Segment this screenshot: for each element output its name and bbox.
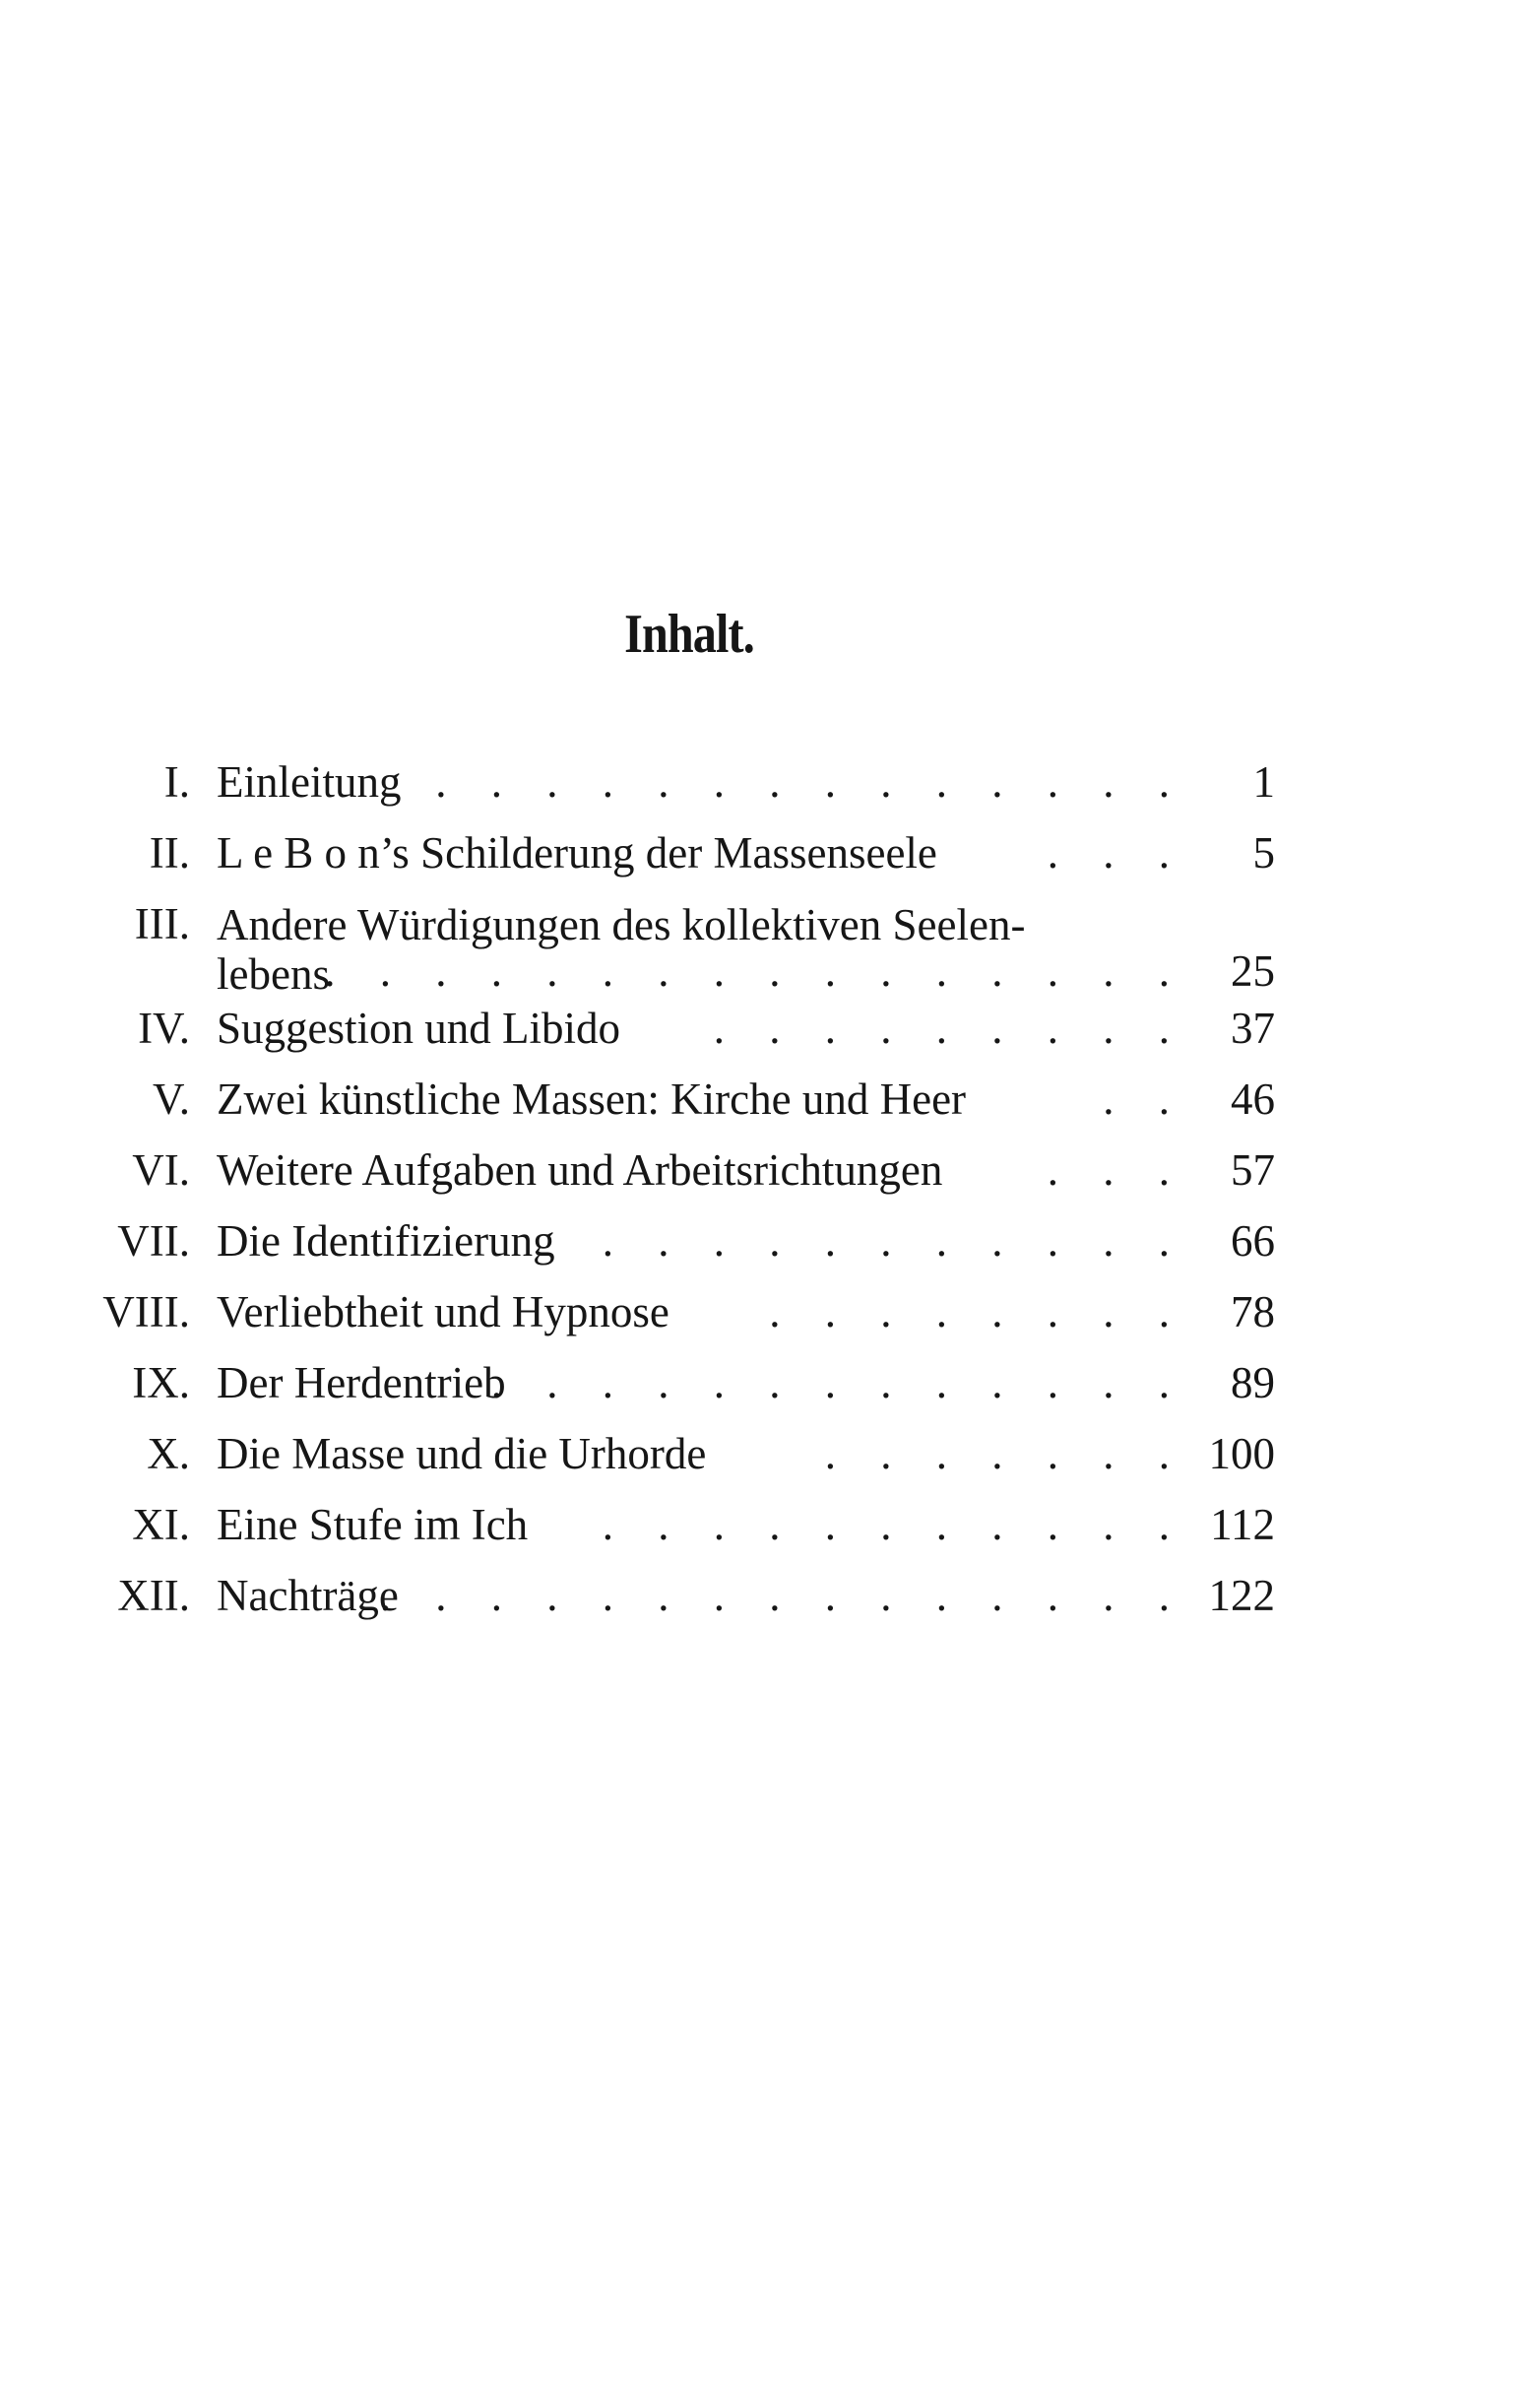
toc-entry-9	[94, 1347, 1275, 1418]
dot-leader: . . . . . . . . .	[713, 1004, 1186, 1053]
toc-entry-12	[94, 1560, 1275, 1631]
chapter-number: IV.	[138, 1004, 190, 1053]
dot-leader: . .	[1103, 1074, 1186, 1124]
dot-leader: . . . . . . . . . . . . . . . .	[324, 946, 1186, 996]
chapter-number: I.	[163, 757, 190, 807]
dot-leader: . . . . . . . . . . .	[602, 1216, 1186, 1266]
page-number: 89	[1231, 1358, 1275, 1407]
chapter-number: III.	[134, 899, 190, 948]
dot-leader: . . . . . . .	[824, 1429, 1186, 1478]
page-number: 122	[1208, 1571, 1275, 1620]
chapter-number: II.	[149, 828, 190, 878]
toc-entry-6	[94, 1135, 1275, 1205]
chapter-title: Weitere Aufgaben und Arbeitsrichtungen	[217, 1145, 943, 1195]
dot-leader: . . . . . . . . . . .	[602, 1500, 1186, 1549]
dot-leader: . . . . . . . . . . . . . . .	[379, 1571, 1186, 1620]
chapter-title: Eine Stufe im Ich	[217, 1500, 529, 1549]
page-number: 57	[1231, 1145, 1275, 1195]
toc-entry-11	[94, 1489, 1275, 1560]
page-number: 100	[1208, 1429, 1275, 1478]
table-of-contents	[94, 747, 1275, 1631]
toc-entry-3	[94, 888, 1275, 999]
toc-entry-4	[94, 993, 1275, 1064]
chapter-title: Der Herdentrieb	[217, 1358, 506, 1407]
chapter-number: VIII.	[102, 1287, 190, 1336]
toc-entry-1	[94, 747, 1275, 817]
page-title: Inhalt.	[624, 604, 754, 665]
page-number: 25	[1231, 946, 1275, 996]
chapter-number: X.	[147, 1429, 190, 1478]
chapter-title-line-1: Andere Würdigungen des kollektiven Seelen-	[217, 900, 1026, 949]
page-number: 1	[1252, 757, 1275, 807]
dot-leader: . . . . . . . . . . . . .	[490, 1358, 1186, 1407]
page-number: 78	[1231, 1287, 1275, 1336]
chapter-number: XI.	[132, 1500, 190, 1549]
chapter-title: L e B o n’s Schilderung der Massenseele	[217, 828, 937, 878]
dot-leader: . . .	[1047, 1145, 1186, 1195]
page-number: 112	[1210, 1500, 1275, 1549]
chapter-number: VII.	[117, 1216, 190, 1266]
chapter-title: Nachträge	[217, 1571, 399, 1620]
chapter-title: Die Masse und die Urhorde	[217, 1429, 707, 1478]
dot-leader: . . . . . . . .	[769, 1287, 1186, 1336]
chapter-title: Suggestion und Libido	[217, 1004, 621, 1053]
page-number: 66	[1231, 1216, 1275, 1266]
chapter-number: V.	[153, 1074, 190, 1124]
page-number: 37	[1231, 1004, 1275, 1053]
toc-entry-10	[94, 1418, 1275, 1489]
page-number: 46	[1231, 1074, 1275, 1124]
dot-leader: . . .	[1047, 828, 1186, 878]
chapter-title: Die Identifizierung	[217, 1216, 555, 1266]
toc-entry-5	[94, 1064, 1275, 1135]
chapter-number: IX.	[132, 1358, 190, 1407]
chapter-number: VI.	[132, 1145, 190, 1195]
toc-entry-7	[94, 1205, 1275, 1276]
page-number: 5	[1252, 828, 1275, 878]
chapter-title: Verliebtheit und Hypnose	[217, 1287, 669, 1336]
toc-entry-2	[94, 817, 1275, 888]
chapter-title: Zwei künstliche Massen: Kirche und Heer	[217, 1074, 967, 1124]
toc-entry-8	[94, 1276, 1275, 1347]
chapter-title: Einleitung	[217, 757, 402, 807]
chapter-title-line-2: lebens	[217, 949, 330, 999]
chapter-number: XII.	[117, 1571, 190, 1620]
dot-leader: . . . . . . . . . . . . . .	[435, 757, 1186, 807]
